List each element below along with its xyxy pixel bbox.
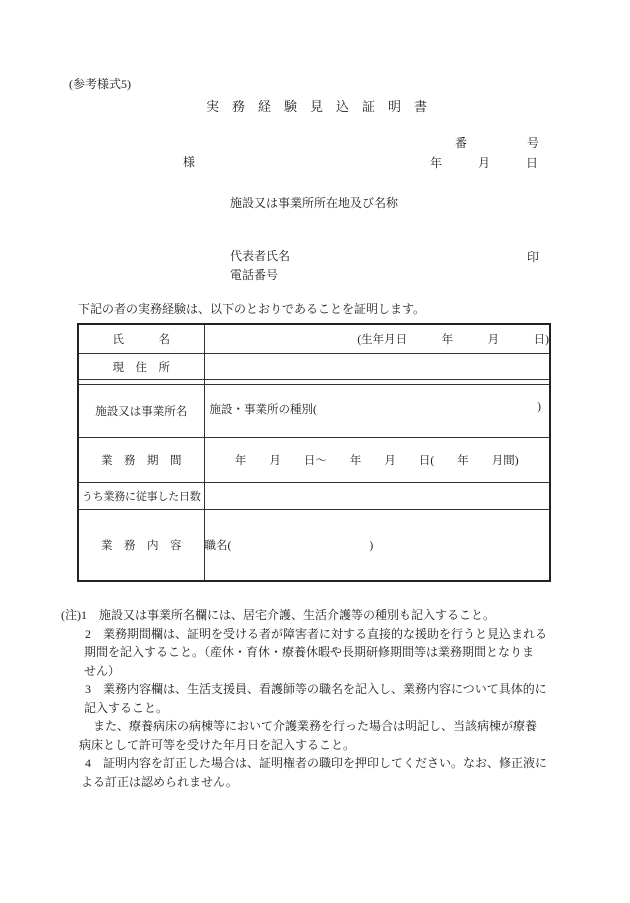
period-value-cell: 年 月 日～ 年 月 日( 年 月間) — [204, 438, 550, 483]
name-label: 氏 名 — [78, 324, 204, 354]
office-address-label: 施設又は事業所所在地及び名称 — [230, 196, 399, 210]
facility-label: 施設又は事業所名 — [78, 385, 204, 438]
experience-table — [77, 323, 551, 582]
representative-name-label: 代表者氏名 — [230, 249, 291, 263]
period-label: 業 務 期 間 — [78, 438, 204, 483]
duties-label: 業 務 内 容 — [78, 510, 204, 582]
facility-type-paren-close: ) — [537, 401, 541, 413]
certification-statement: 下記の者の実務経験は、以下のとおりであることを証明します。 — [78, 302, 426, 316]
table-row-duties — [78, 510, 550, 582]
facility-type-line — [205, 401, 550, 421]
name-value-cell: (生年月日 年 月 日) — [204, 324, 550, 354]
note-line: 2 業務期間欄は、証明を受ける者が障害者に対する直接的な援助を行うと見込まれる — [85, 626, 548, 641]
address-value-cell — [204, 354, 550, 380]
table-row-days-worked — [78, 483, 550, 510]
note-line: 4 証明内容を訂正した場合は、証明権者の職印を押印してください。なお、修正液に — [85, 756, 548, 770]
form-style-label: (参考様式5) — [69, 77, 131, 91]
days-worked-label: うち業務に従事した日数 — [78, 483, 204, 510]
address-label: 現 住 所 — [78, 354, 204, 380]
note-line: 記入すること。 — [84, 700, 169, 715]
table-row-facility — [78, 385, 550, 438]
note-line: (注)1 施設又は事業所名欄には、居宅介護、生活介護等の種別も記入すること。 — [61, 608, 495, 622]
seal-mark: 印 — [527, 250, 540, 264]
notes-section — [61, 606, 547, 791]
phone-number-label: 電話番号 — [230, 268, 279, 282]
document-title: 実 務 経 験 見 込 証 明 書 — [206, 99, 428, 114]
document-number-line: 番 号 — [455, 136, 540, 150]
days-worked-value-cell — [204, 483, 550, 510]
facility-value-cell — [204, 385, 550, 438]
issue-date-line: 年 月 日 — [430, 156, 539, 170]
table-row-name — [78, 324, 550, 354]
facility-type-label: 施設・事業所の種別( — [209, 404, 317, 416]
duties-value-cell: 職名( ) — [204, 510, 550, 582]
note-line: 病床として許可等を受けた年月日を記入すること。 — [79, 737, 356, 752]
table-row-address — [78, 354, 550, 380]
note-line: また、療養病床の病棟等において介護業務を行った場合は明記し、当該病棟が療養 — [93, 719, 538, 733]
addressee-suffix: 様 — [183, 155, 196, 169]
table-row-period — [78, 438, 550, 483]
note-line: 期間を記入すること。（産休・育休・療養休暇や長期研修期間等は業務期間となりま — [84, 645, 535, 659]
note-line: よる訂正は認められません。 — [81, 774, 238, 789]
note-line: せん） — [84, 663, 121, 678]
note-line: 3 業務内容欄は、生活支援員、看護師等の職名を記入し、業務内容について具体的に — [85, 682, 547, 696]
